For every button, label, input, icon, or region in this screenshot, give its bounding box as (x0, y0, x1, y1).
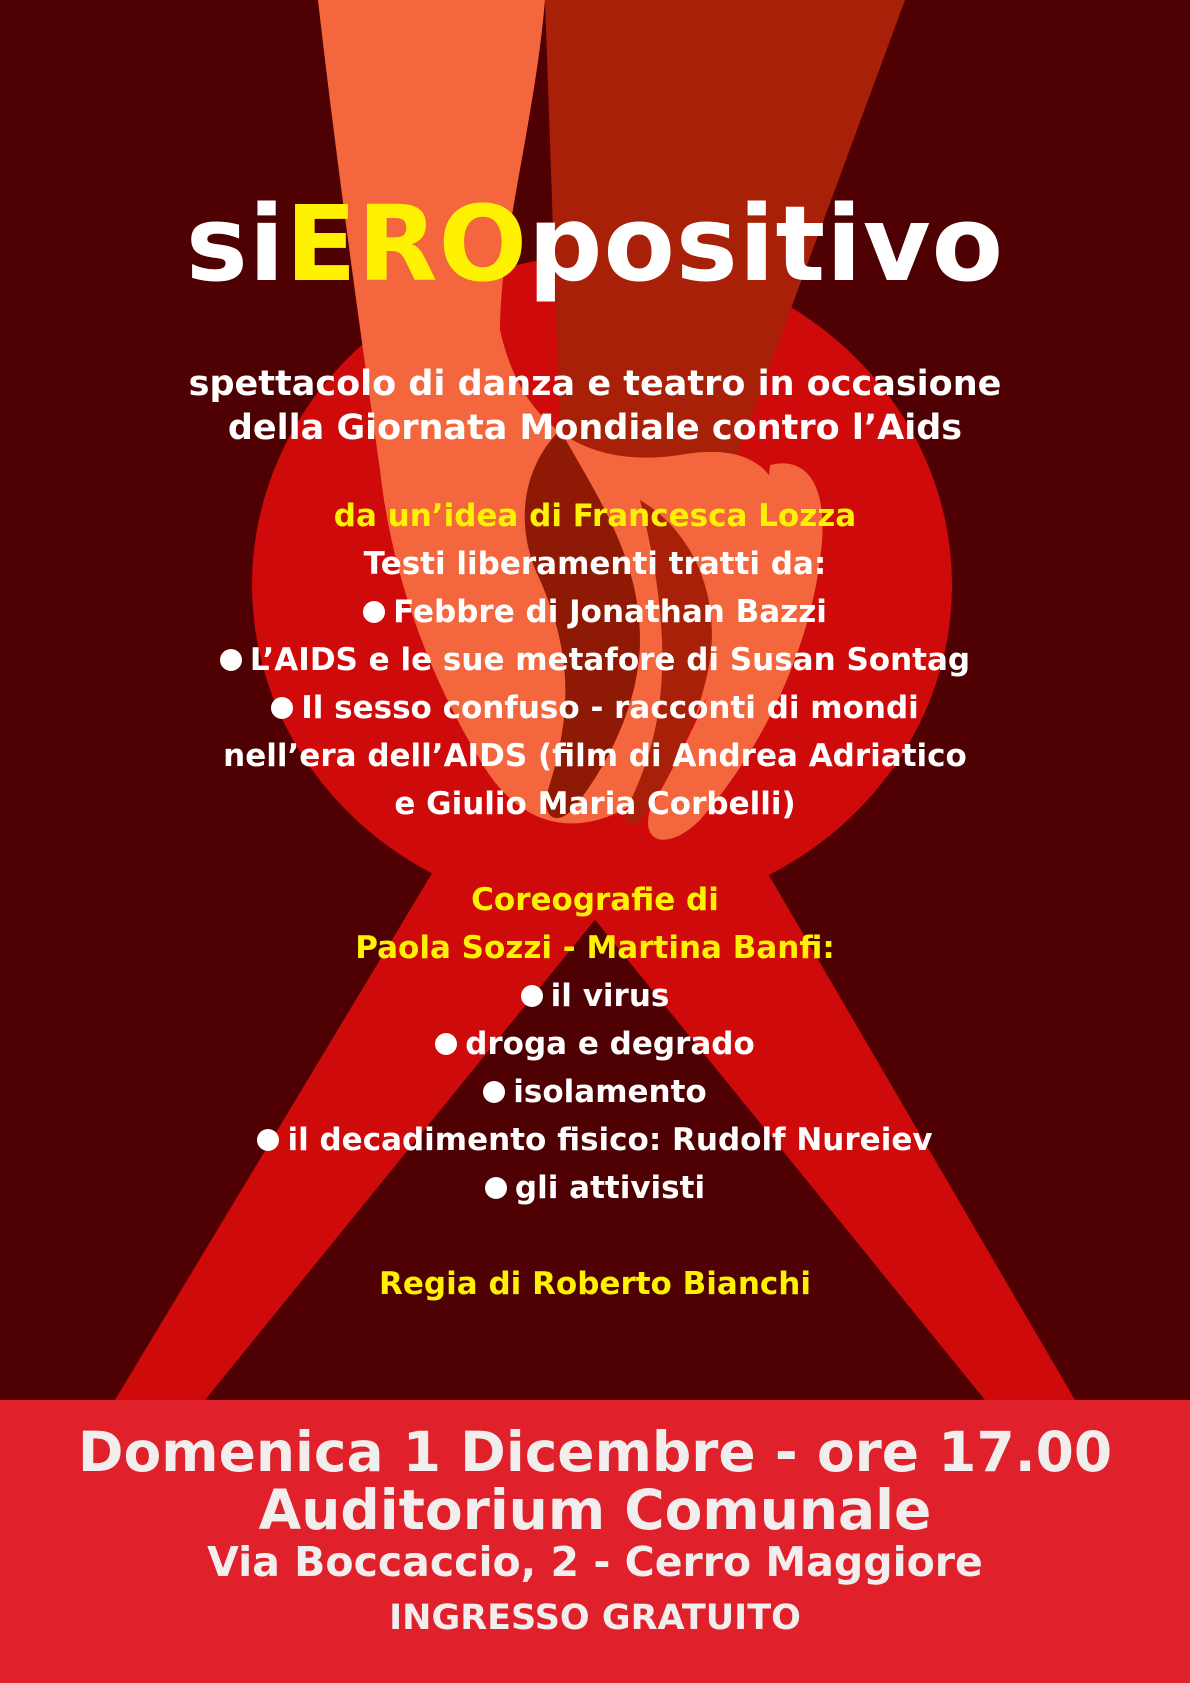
event-footer (0, 1400, 1190, 1683)
choreo-item (0, 972, 1190, 1020)
source-item (0, 684, 1190, 732)
event-address: Via Boccaccio, 2 - Cerro Maggiore (207, 1538, 983, 1586)
spacer (0, 828, 1190, 876)
poster-title (0, 183, 1190, 305)
choreo-item (0, 1116, 1190, 1164)
title-highlight-ero: ERO (285, 183, 529, 305)
source-continuation: nell’era dell’AIDS (film di Andrea Adriatico (223, 738, 967, 774)
bullet-icon (485, 1177, 507, 1199)
source-item (0, 636, 1190, 684)
title-part-positivo: positivo (528, 183, 1005, 305)
intro-block (0, 362, 1190, 450)
choreo-text: isolamento (513, 1074, 707, 1110)
choreo-names: Paola Sozzi - Martina Banfi: (355, 930, 835, 966)
event-entry: INGRESSO GRATUITO (389, 1598, 801, 1638)
choreo-text: il virus (550, 978, 670, 1014)
bullet-icon (435, 1033, 457, 1055)
choreo-text: droga e degrado (465, 1026, 755, 1062)
texts-heading: Testi liberamenti tratti da: (363, 546, 827, 582)
bullet-icon (220, 649, 242, 671)
choreo-heading: Coreografie di (471, 882, 719, 918)
idea-credit: da un’idea di Francesca Lozza (333, 498, 857, 534)
choreo-item (0, 1164, 1190, 1212)
choreo-item (0, 1020, 1190, 1068)
source-continuation: e Giulio Maria Corbelli) (394, 786, 796, 822)
bullet-icon (363, 601, 385, 623)
intro-line-2: della Giornata Mondiale contro l’Aids (227, 408, 963, 448)
choreo-text: gli attivisti (514, 1170, 706, 1206)
bullet-icon (483, 1081, 505, 1103)
bullet-icon (271, 697, 293, 719)
bullet-icon (257, 1129, 279, 1151)
title-part-si: si (185, 183, 286, 305)
source-text: Febbre di Jonathan Bazzi (393, 594, 827, 630)
spacer (0, 1212, 1190, 1260)
source-item (0, 588, 1190, 636)
director-credit: Regia di Roberto Bianchi (379, 1266, 811, 1302)
choreo-text: il decadimento fisico: Rudolf Nureiev (287, 1122, 933, 1158)
intro-line-1: spettacolo di danza e teatro in occasione (188, 364, 1002, 404)
bullet-icon (521, 985, 543, 1007)
source-text: L’AIDS e le sue metafore di Susan Sontag (249, 642, 971, 678)
event-venue: Auditorium Comunale (258, 1478, 932, 1542)
source-text: Il sesso confuso - racconti di mondi (301, 690, 919, 726)
credits-block (0, 492, 1190, 1308)
event-date-time: Domenica 1 Dicembre - ore 17.00 (77, 1420, 1113, 1484)
choreo-item (0, 1068, 1190, 1116)
